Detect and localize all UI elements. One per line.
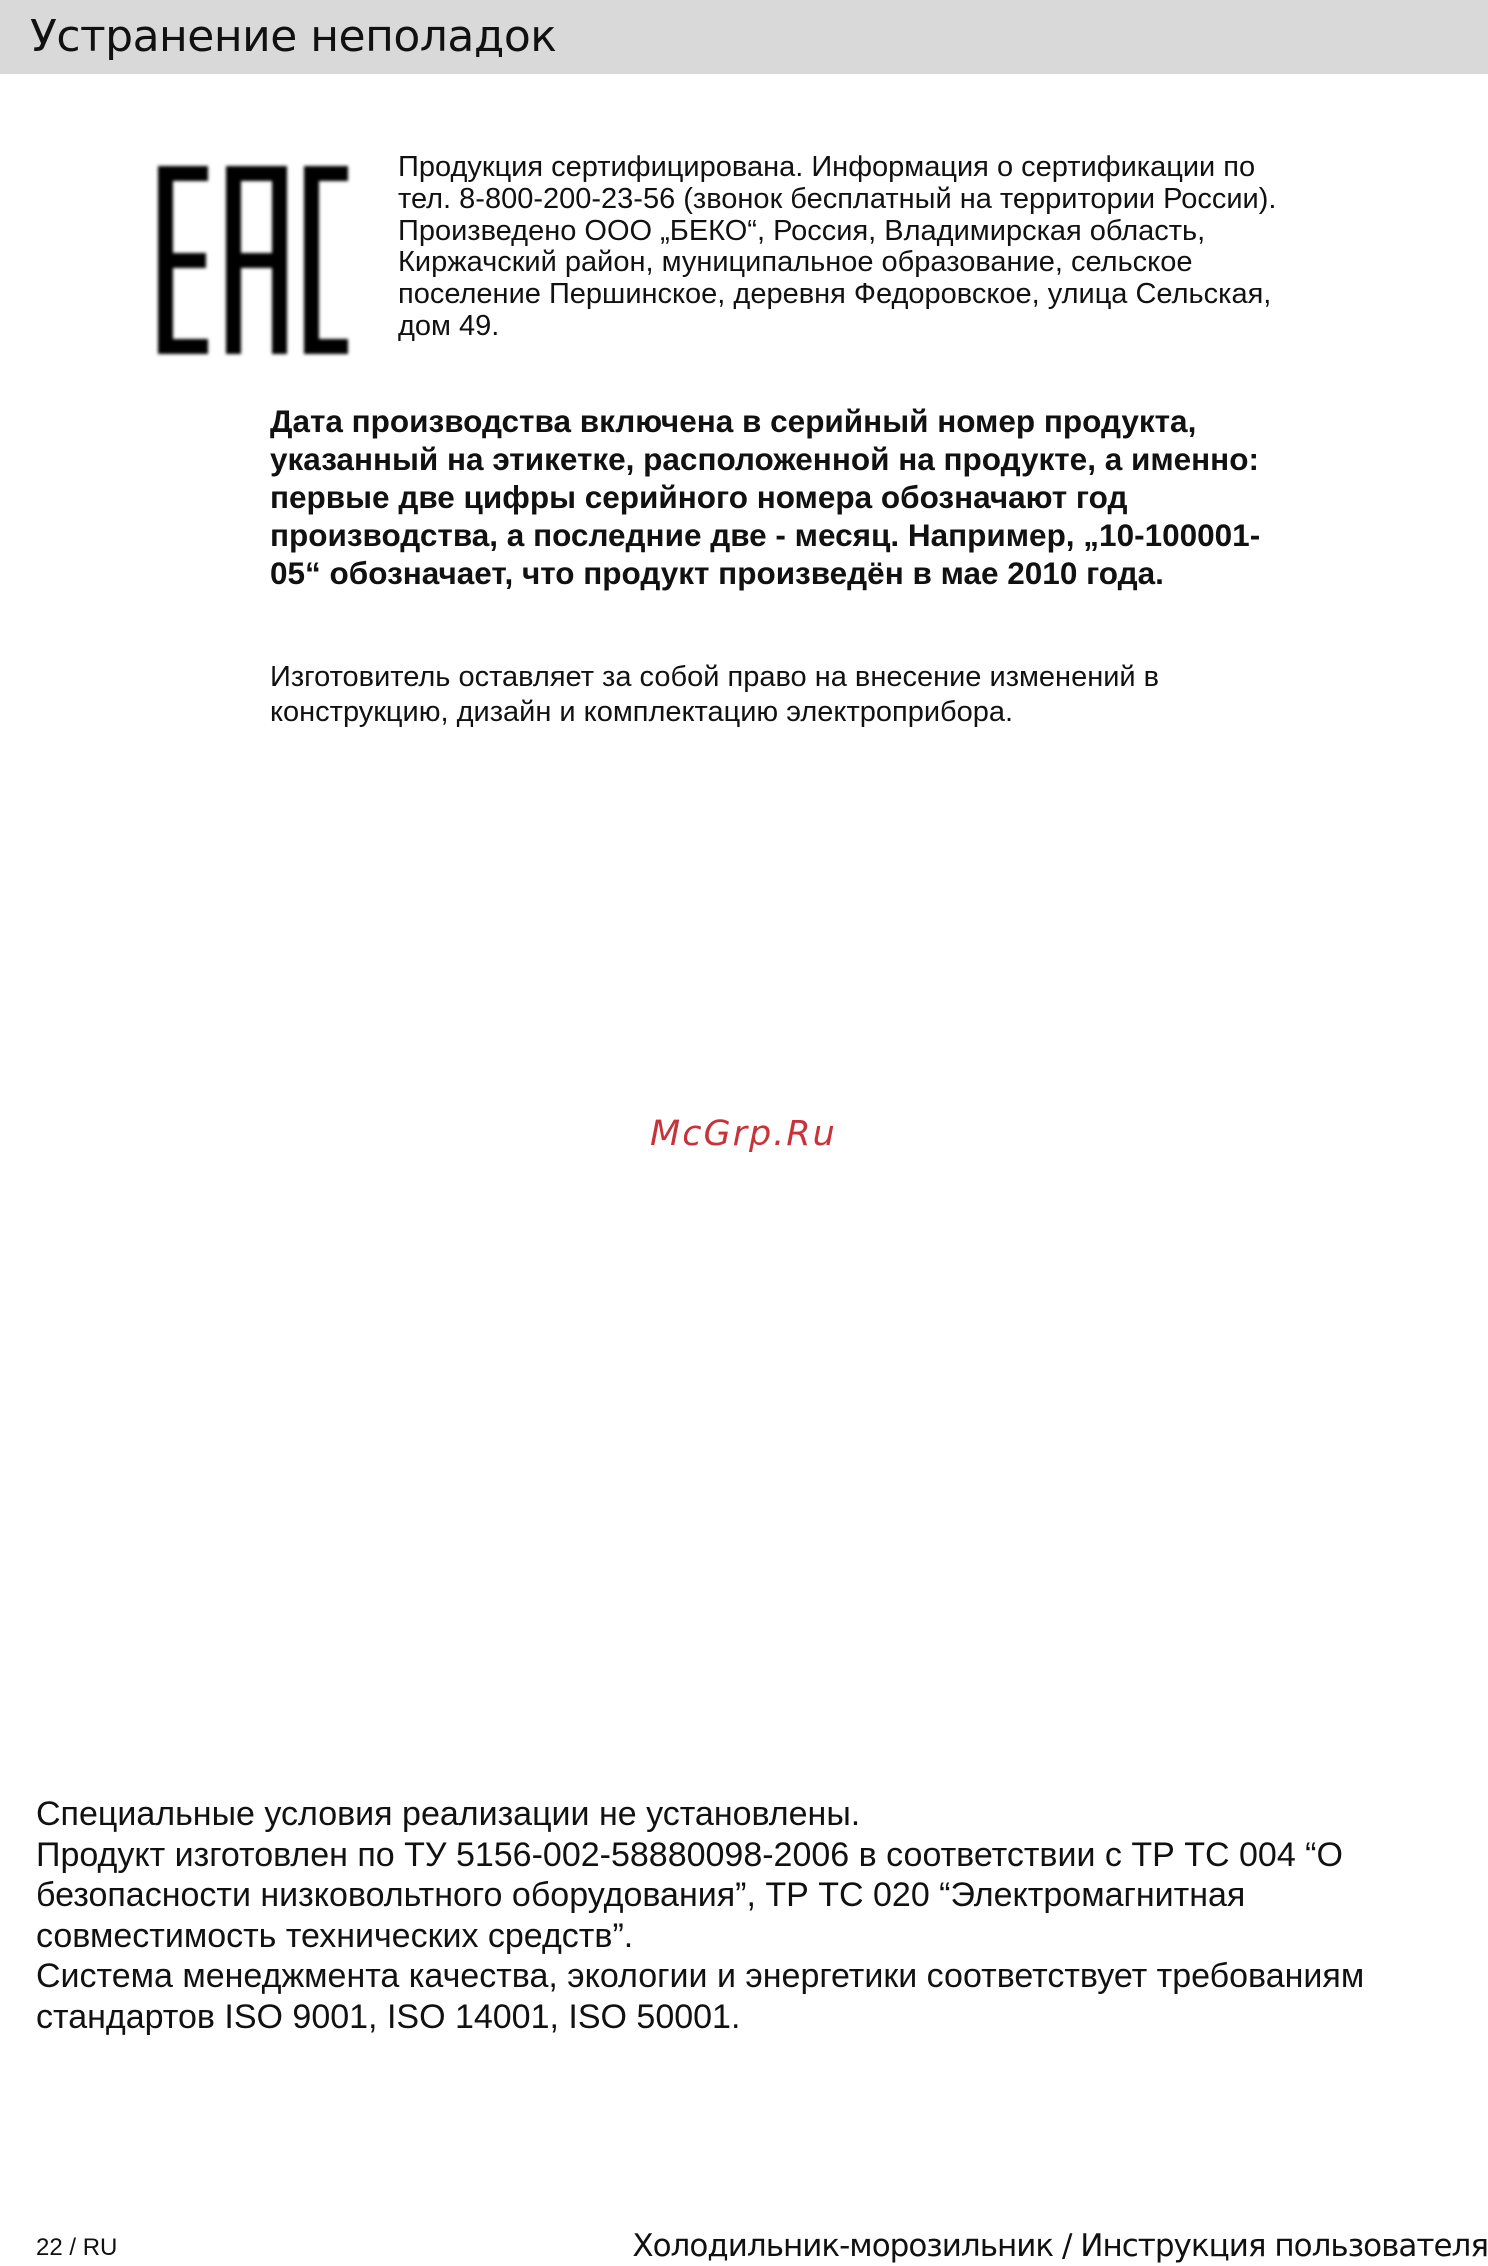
- eac-logo-letter-c: [304, 166, 319, 354]
- manufacturer-rights-text: Изготовитель оставляет за собой право на внесение изменений в конструкцию, дизайн и комплектацию электроприбора.: [270, 661, 1160, 728]
- sale-conditions-block: [36, 1794, 1466, 2037]
- production-date-info-text: Дата производства включена в серийный номер продукта, указанный на этикетке, расположенной на продукте, а именно: первые две цифры серийного номера обозначают год производства, а последние две - месяц. Например, „10-100001-05“ обозначает, что продукт произведён в мае 2010 года.: [270, 403, 1261, 591]
- document-title-footer: Холодильник-морозильник / Инструкция пользователя: [632, 2228, 1488, 2264]
- quality-system-text: Система менеджмента качества, экологии и энергетики соответствует требованиям стандартов ISO 9001, ISO 14001, ISO 50001.: [36, 1957, 1365, 2036]
- page-number: 22 / RU: [36, 2234, 118, 2261]
- watermark-text: McGrp.Ru: [650, 1114, 837, 1154]
- special-conditions-text: Специальные условия реализации не установлены.: [36, 1795, 861, 1833]
- eac-certification-logo: [152, 160, 352, 360]
- section-title: Устранение неполадок: [30, 11, 557, 62]
- certification-info-text: Продукция сертифицирована. Информация о сертификации по тел. 8-800-200-23-56 (звонок бесплатный на территории России). Произведено ООО „БЕКО“, Россия, Владимирская область, Киржачский район, муниципальное образование, сельское поселение Першинское, деревня Федоровское, улица Сельская, дом 49.: [398, 151, 1277, 342]
- technical-spec-text: Продукт изготовлен по ТУ 5156-002-58880098-2006 в соответствии с ТР ТС 004 “О безопасности низковольтного оборудования”, ТР ТС 020 “Электромагнитная совместимость технических средств”.: [36, 1835, 1343, 1955]
- section-header-bar: [0, 0, 1488, 74]
